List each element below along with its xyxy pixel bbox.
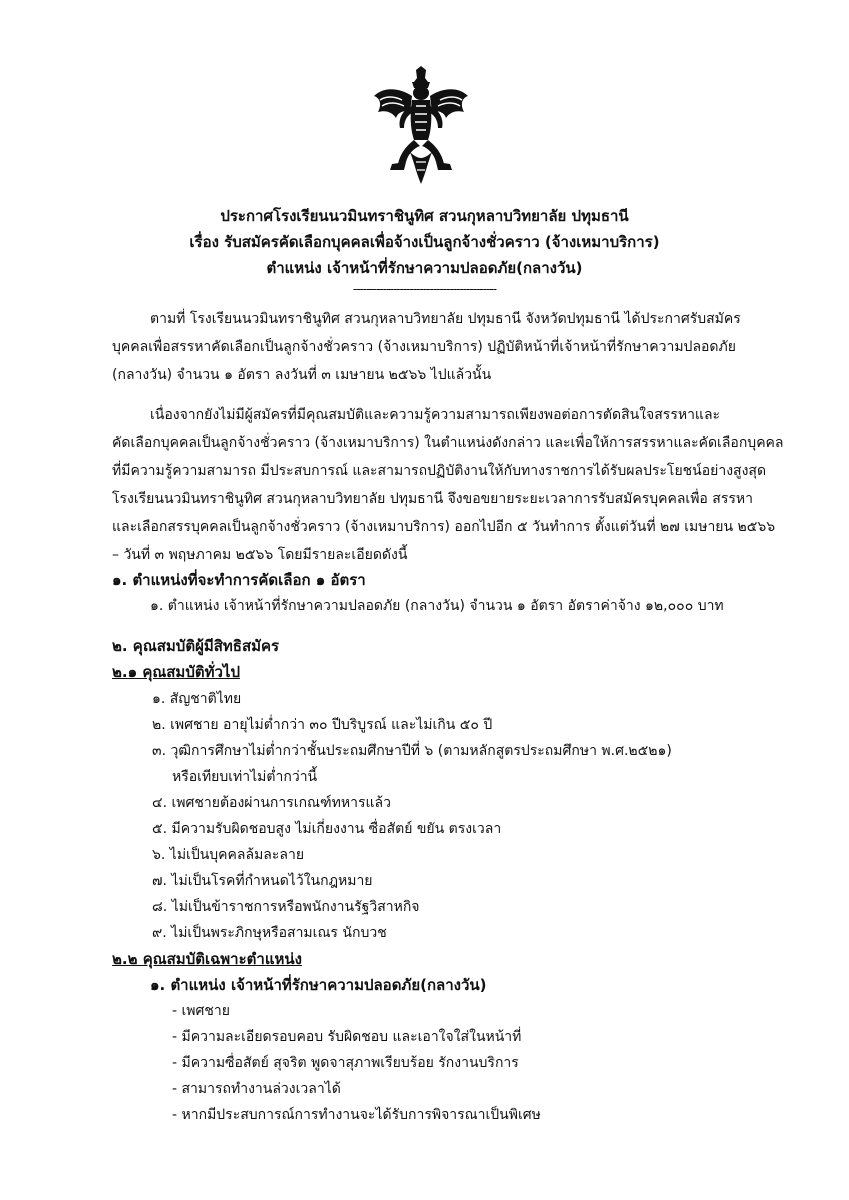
paragraph2-line: ที่มีความรู้ความสามารถ มีประสบการณ์ และสามารถปฏิบัติงานให้กับทางราชการได้รับผลประโยชน์อย่างสูงสุด xyxy=(112,463,767,479)
section1-heading: ๑. ตำแหน่งที่จะทำการคัดเลือก ๑ อัตรา xyxy=(112,571,366,589)
qualification-item-continued: หรือเทียบเท่าไม่ต่ำกว่านี้ xyxy=(172,769,318,785)
paragraph1-line: ตามที่ โรงเรียนนวมินทราชินูทิศ สวนกุหลาบวิทยาลัย ปทุมธานี จังหวัดปทุมธานี ได้ประกาศรับสมัคร xyxy=(150,311,741,327)
paragraph2-line: โรงเรียนนวมินทราชินูทิศ สวนกุหลาบวิทยาลัย ปทุมธานี จึงขอขยายระยะเวลาการรับสมัครบุคคลเพื่อ สรรหา xyxy=(112,491,753,507)
specific-qualification-item: - สามารถทำงานล่วงเวลาได้ xyxy=(172,1081,341,1097)
specific-qualification-item: - หากมีประสบการณ์การทำงานจะได้รับการพิจารณาเป็นพิเศษ xyxy=(172,1107,541,1123)
general-qualifications-heading: ๒.๑ คุณสมบัติทั่วไป xyxy=(112,663,240,681)
garuda-emblem-icon xyxy=(370,66,472,184)
qualification-item: ๘. ไม่เป็นข้าราชการหรือพนักงานรัฐวิสาหกิจ xyxy=(152,899,420,915)
paragraph2-line: เนื่องจากยังไม่มีผู้สมัครที่มีคุณสมบัติและความรู้ความสามารถเพียงพอต่อการตัดสินใจสรรหาและ xyxy=(150,407,721,423)
qualification-item: ๕. มีความรับผิดชอบสูง ไม่เกี่ยงงาน ซื่อสัตย์ ขยัน ตรงเวลา xyxy=(152,821,502,837)
announcement-title: ประกาศโรงเรียนนวมินทราชินูทิศ สวนกุหลาบวิทยาลัย ปทุมธานี xyxy=(220,207,629,225)
paragraph2-line: และเลือกสรรบุคคลเป็นลูกจ้างชั่วคราว (จ้างเหมาบริการ) ออกไปอีก ๕ วันทำการ ตั้งแต่วันที่ ๒๗ เมษายน ๒๕๖๖ xyxy=(112,519,776,535)
specific-qualification-item: - มีความซื่อสัตย์ สุจริต พูดจาสุภาพเรียบร้อย รักงานบริการ xyxy=(172,1055,519,1071)
paragraph1-line: บุคคลเพื่อสรรหาคัดเลือกเป็นลูกจ้างชั่วคราว (จ้างเหมาบริการ) ปฏิบัติหน้าที่เจ้าหน้าที่รักษาความปลอดภัย xyxy=(112,339,736,355)
qualification-item: ๗. ไม่เป็นโรคที่กำหนดไว้ในกฎหมาย xyxy=(152,873,373,889)
separator-line: ------------------------------------------- xyxy=(352,282,497,296)
section2-heading: ๒. คุณสมบัติผู้มีสิทธิสมัคร xyxy=(112,637,280,655)
qualification-item: ๒. เพศชาย อายุไม่ต่ำกว่า ๓๐ ปีบริบูรณ์ และไม่เกิน ๕๐ ปี xyxy=(152,717,493,733)
paragraph2-line: คัดเลือกบุคคลเป็นลูกจ้างชั่วคราว (จ้างเหมาบริการ) ในตำแหน่งดังกล่าว และเพื่อให้การสรรหาและคัดเลือกบุคคล xyxy=(112,435,784,451)
specific-qualification-item: - เพศชาย xyxy=(172,1003,230,1019)
specific-qualification-item: - มีความละเอียดรอบคอบ รับผิดชอบ และเอาใจใส่ในหน้าที่ xyxy=(172,1029,522,1045)
announcement-position: ตำแหน่ง เจ้าหน้าที่รักษาความปลอดภัย(กลางวัน) xyxy=(266,259,583,277)
section1-item: ๑. ตำแหน่ง เจ้าหน้าที่รักษาความปลอดภัย (กลางวัน) จำนวน ๑ อัตรา อัตราค่าจ้าง ๑๒,๐๐๐ บาท xyxy=(150,598,724,614)
announcement-subject: เรื่อง รับสมัครคัดเลือกบุคคลเพื่อจ้างเป็นลูกจ้างชั่วคราว (จ้างเหมาบริการ) xyxy=(189,233,660,251)
paragraph2-line: – วันที่ ๓ พฤษภาคม ๒๕๖๖ โดยมีรายละเอียดดังนี้ xyxy=(112,547,408,563)
qualification-item: ๑. สัญชาติไทย xyxy=(152,691,242,707)
position-heading: ๑. ตำแหน่ง เจ้าหน้าที่รักษาความปลอดภัย(กลางวัน) xyxy=(150,976,487,994)
qualification-item: ๔. เพศชายต้องผ่านการเกณฑ์ทหารแล้ว xyxy=(152,795,391,811)
specific-qualifications-heading: ๒.๒ คุณสมบัติเฉพาะตำแหน่ง xyxy=(112,950,302,968)
paragraph1-line: (กลางวัน) จำนวน ๑ อัตรา ลงวันที่ ๓ เมษายน ๒๕๖๖ ไปแล้วนั้น xyxy=(112,367,492,383)
qualification-item: ๓. วุฒิการศึกษาไม่ต่ำกว่าชั้นประถมศึกษาปีที่ ๖ (ตามหลักสูตรประถมศึกษา พ.ศ.๒๕๒๑) xyxy=(152,743,672,759)
qualification-item: ๖. ไม่เป็นบุคคลล้มละลาย xyxy=(152,847,305,863)
qualification-item: ๙. ไม่เป็นพระภิกษุหรือสามเณร นักบวช xyxy=(152,925,387,941)
